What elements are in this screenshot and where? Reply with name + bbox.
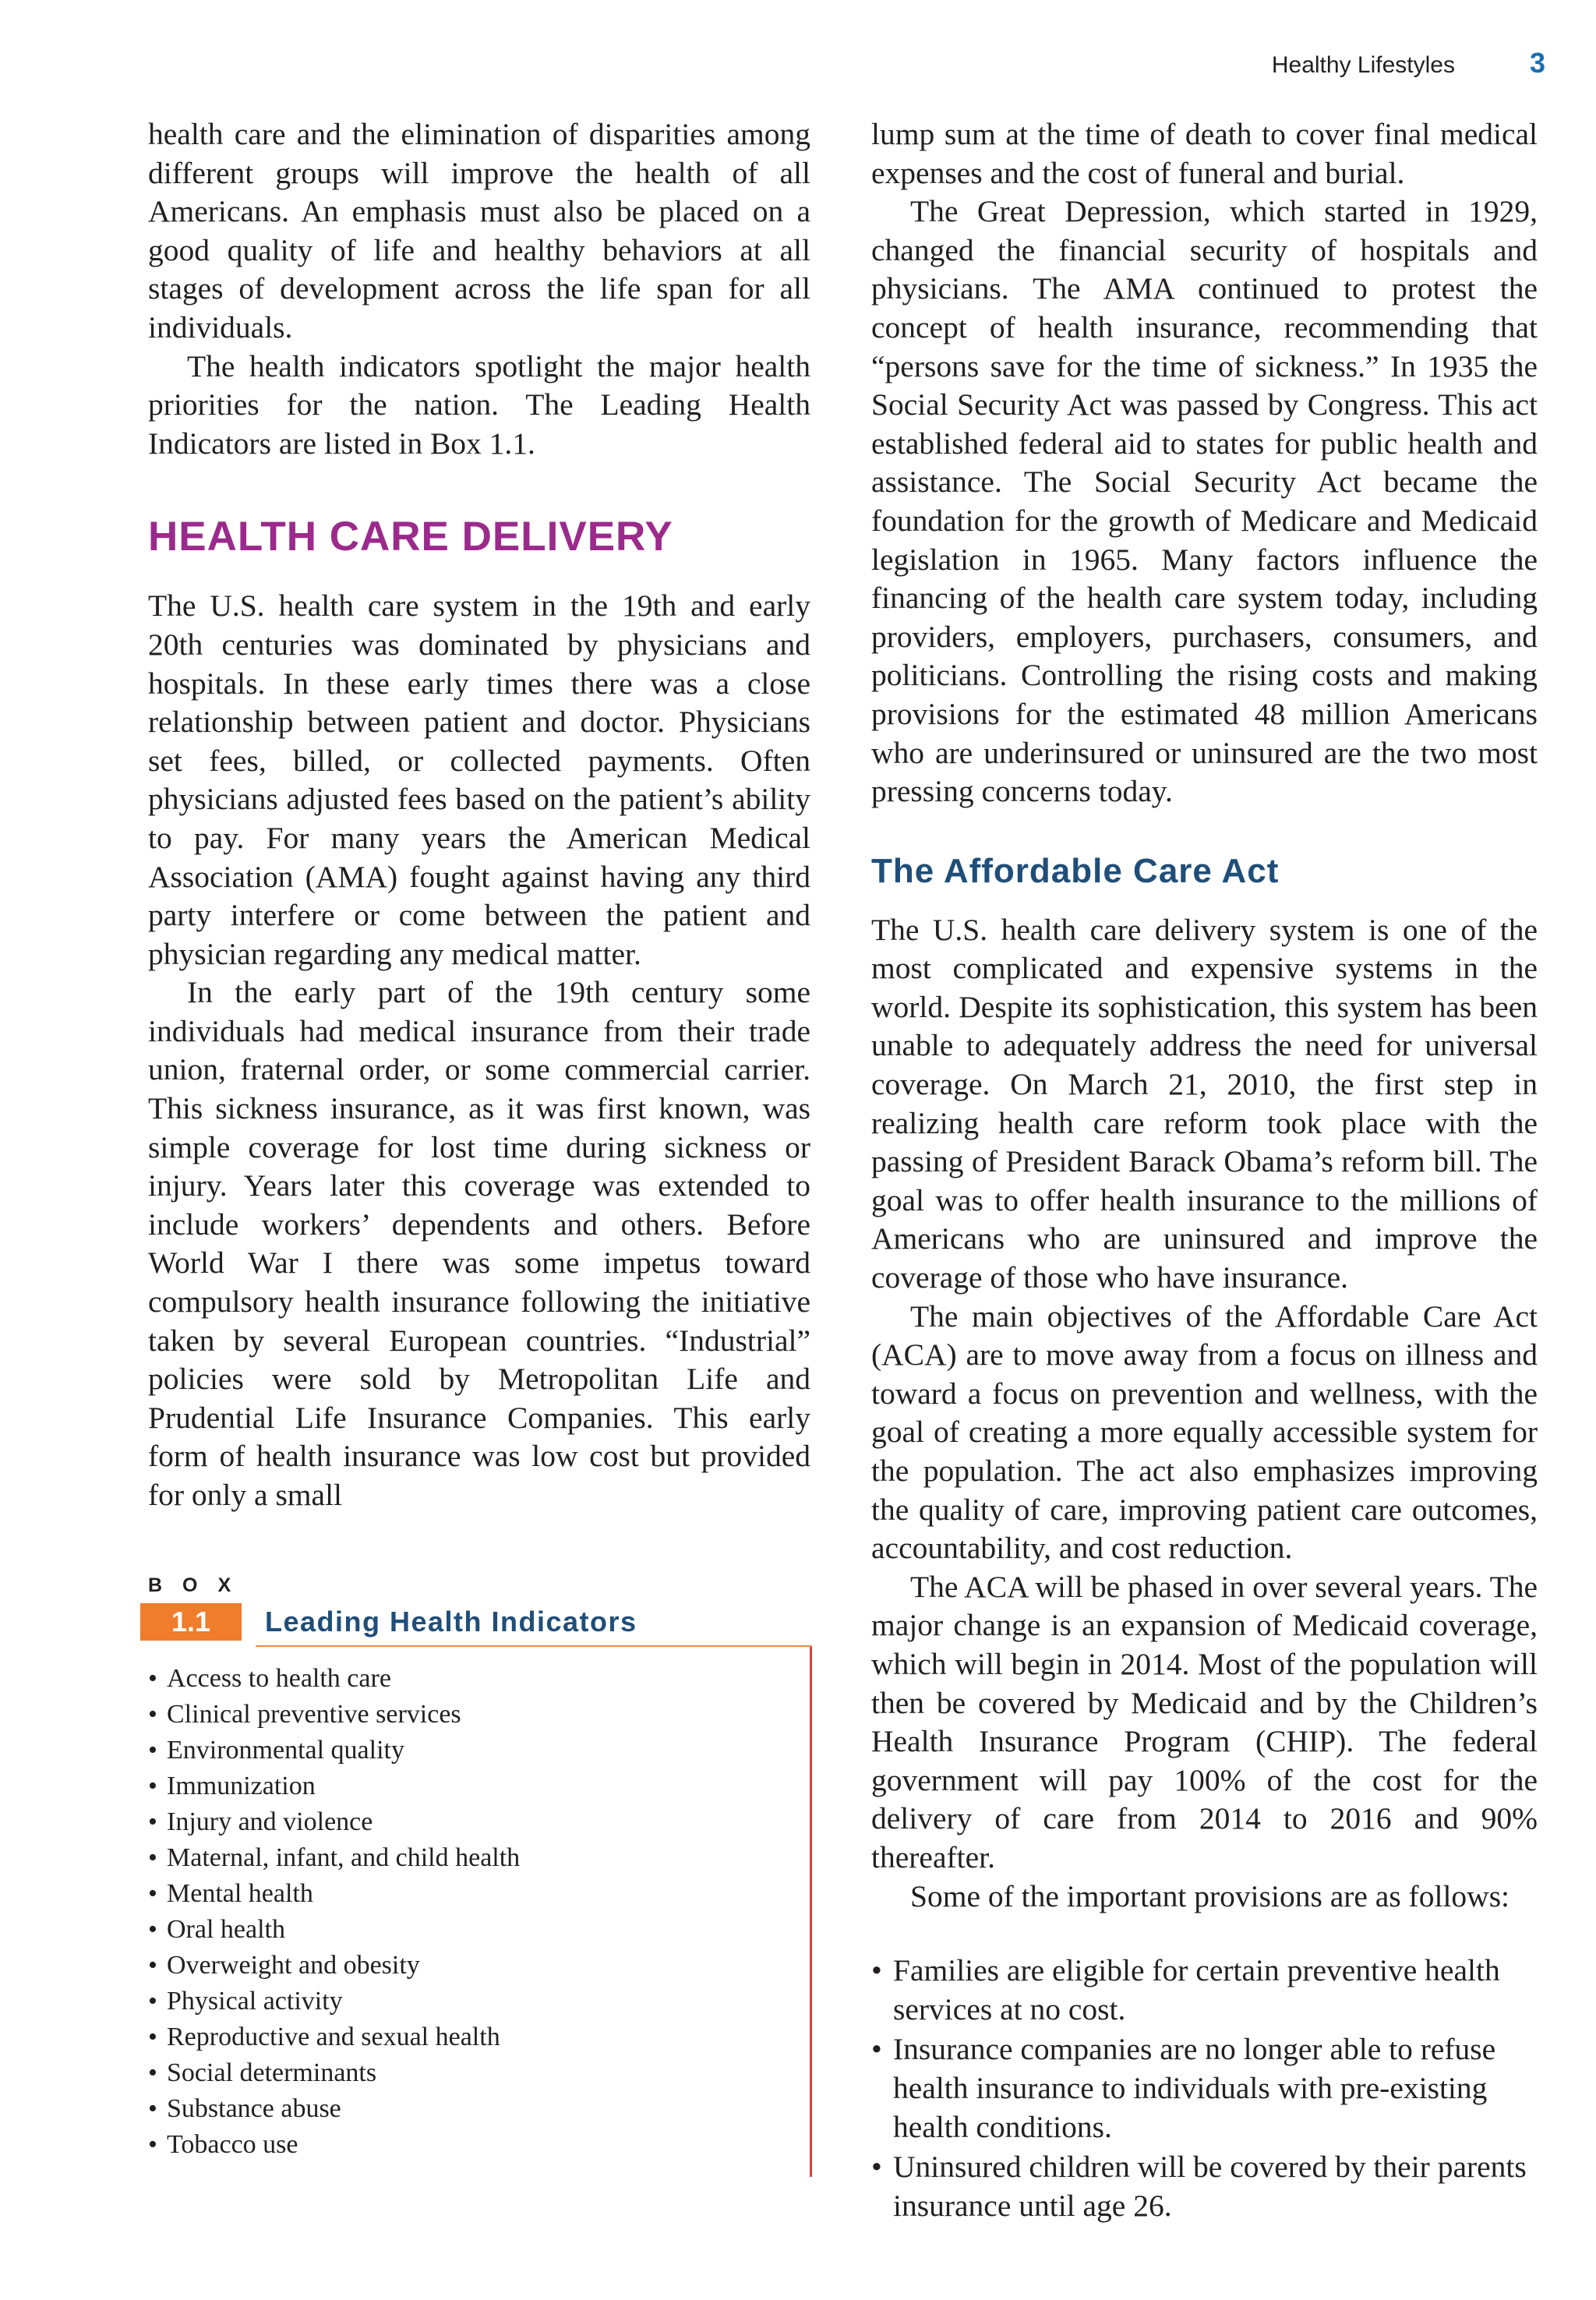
provisions-list bbox=[871, 1952, 1538, 2225]
list-item: • Physical activity bbox=[148, 1984, 812, 2019]
list-item: • Mental health bbox=[148, 1876, 812, 1912]
running-title: Healthy Lifestyles bbox=[1271, 52, 1455, 78]
list-item: • Injury and violence bbox=[148, 1804, 812, 1840]
list-item: • Substance abuse bbox=[148, 2091, 812, 2127]
box-number: 1.1 bbox=[140, 1603, 242, 1641]
list-item: • Maternal, infant, and child health bbox=[148, 1840, 812, 1876]
list-item: • Oral health bbox=[148, 1912, 812, 1948]
paragraph: The U.S. health care delivery system is one of the most complicated and expensive systems in the world. Despite its sophistication, this system has been unable to adequately address the need for universal coverage. On March 21, 2010, the first step in realizing health care reform took place with the passing of President Barack Obama’s reform bill. The goal was to offer health insurance to the millions of Americans who are uninsured and improve the coverage of those who have insurance. bbox=[871, 912, 1538, 1295]
left-column bbox=[148, 115, 810, 1515]
list-item: • Access to health care bbox=[148, 1661, 812, 1697]
list-item: • Tobacco use bbox=[148, 2127, 812, 2163]
list-item: • Families are eligible for certain preventive health services at no cost. bbox=[871, 1952, 1538, 2029]
box-header bbox=[148, 1603, 812, 1641]
list-item: • Immunization bbox=[148, 1768, 812, 1804]
paragraph: The health indicators spotlight the major health priorities for the nation. The Leading Health Indicators are listed in Box 1.1. bbox=[148, 348, 810, 461]
box-list bbox=[148, 1661, 812, 2163]
list-item: • Social determinants bbox=[148, 2055, 812, 2091]
paragraph: The ACA will be phased in over several years. The major change is an expansion of Medicaid coverage, which will begin in 2014. Most of the population will then be covered by Medicaid and by the Children’s Health Insurance Program (CHIP). The federal government will pay 100% of the cost for the delivery of care from 2014 to 2016 and 90% thereafter. bbox=[871, 1569, 1538, 1874]
list-item: • Reproductive and sexual health bbox=[148, 2019, 812, 2055]
paragraph: The U.S. health care system in the 19th and early 20th centuries was dominated by physicians and hospitals. In these early times there was a close relationship between patient and doctor. Physicians set fees, billed, or collected payments. Often physicians adjusted fees based on the patient’s ability to pay. For many years the American Medical Association (AMA) fought against having any third party interfere or come between the patient and physician regarding any medical matter. bbox=[148, 588, 810, 971]
box-title: Leading Health Indicators bbox=[265, 1606, 637, 1638]
box-body bbox=[148, 1647, 812, 2163]
paragraph: Some of the important provisions are as follows: bbox=[910, 1878, 1510, 1913]
subsection-heading: The Affordable Care Act bbox=[871, 851, 1280, 890]
list-item: • Environmental quality bbox=[148, 1733, 812, 1768]
box-leading-health-indicators bbox=[148, 1574, 812, 2163]
page-number: 3 bbox=[1529, 47, 1545, 79]
list-item: • Uninsured children will be covered by their parents insurance until age 26. bbox=[871, 2148, 1538, 2225]
paragraph: In the early part of the 19th century some individuals had medical insurance from their trade union, fraternal order, or some commercial carrier. This sickness insurance, as it was first known, was simple coverage for lost time during sickness or injury. Years later this coverage was extended to include workers’ dependents and others. Before World War I there was some impetus toward compulsory health insurance following the initiative taken by several European countries. “Industrial” policies were sold by Metropolitan Life and Prudential Life Insurance Companies. This early form of health insurance was low cost but provided for only a small bbox=[148, 975, 810, 1512]
paragraph: health care and the elimination of disparities among different groups will improve the health of all Americans. An emphasis must also be placed on a good quality of life and healthy behaviors at all stages of development across the life span for all individuals. bbox=[148, 117, 810, 344]
section-heading: HEALTH CARE DELIVERY bbox=[148, 514, 673, 560]
box-label: BOX bbox=[148, 1574, 252, 1596]
paragraph: The Great Depression, which started in 1929, changed the financial security of hospitals and physicians. The AMA continued to protest the concept of health insurance, recommending that “persons save for the time of sickness.” In 1935 the Social Security Act was passed by Congress. This act established federal aid to states for public health and assistance. The Social Security Act became the foundation for the growth of Medicare and Medicaid legislation in 1965. Many factors influence the financing of the health care system today, including providers, employers, purchasers, consumers, and politicians. Controlling the rising costs and making provisions for the estimated 48 million Americans who are underinsured or uninsured are the two most pressing concerns today. bbox=[871, 194, 1538, 809]
list-item: • Clinical preventive services bbox=[148, 1697, 812, 1733]
paragraph: lump sum at the time of death to cover final medical expenses and the cost of funeral and burial. bbox=[871, 117, 1538, 190]
list-item: • Overweight and obesity bbox=[148, 1948, 812, 1984]
right-column bbox=[871, 115, 1538, 2227]
running-head bbox=[1272, 47, 1545, 79]
list-item: • Insurance companies are no longer able to refuse health insurance to individuals with pre-existing health conditions. bbox=[871, 2030, 1538, 2146]
paragraph: The main objectives of the Affordable Care Act (ACA) are to move away from a focus on illness and toward a focus on prevention and wellness, with the goal of creating a more equally accessible system for the population. The act also emphasizes improving the quality of care, improving patient care outcomes, accountability, and cost reduction. bbox=[871, 1298, 1538, 1566]
